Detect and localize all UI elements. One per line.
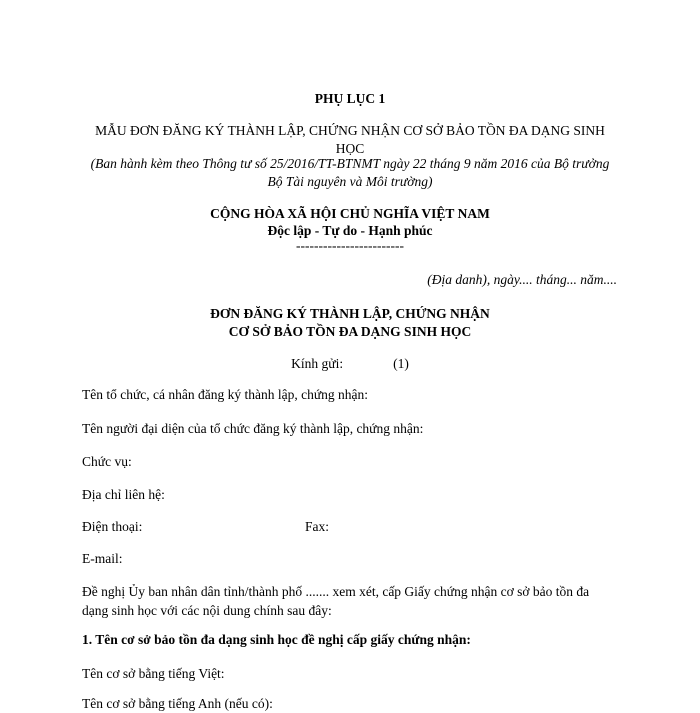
field-email: E-mail:: [82, 551, 123, 566]
field-english-name: Tên cơ sở bằng tiếng Anh (nếu có):: [82, 696, 273, 711]
section1-title: 1. Tên cơ sở bảo tồn đa dạng sinh học đề nghị cấp giấy chứng nhận:: [82, 632, 471, 647]
field-org-name: Tên tổ chức, cá nhân đăng ký thành lập, chứng nhận:: [82, 387, 369, 402]
recipient-line: [80, 355, 620, 373]
issuance-note-line1: (Ban hành kèm theo Thông tư số 25/2016/TT-BTNMT ngày 22 tháng 9 năm 2016 của Bộ trưởng: [90, 156, 610, 171]
national-title: CỘNG HÒA XÃ HỘI CHỦ NGHĨA VIỆT NAM: [210, 206, 490, 221]
recipient-label: Kính gửi:: [291, 356, 344, 371]
request-paragraph: [82, 582, 622, 620]
header-divider: ------------------------: [296, 238, 404, 253]
field-representative: Tên người đại diện của tổ chức đăng ký thành lập, chứng nhận:: [82, 421, 424, 436]
request-line1: Đề nghị Ủy ban nhân dân tỉnh/thành phố ....... xem xét, cấp Giấy chứng nhận cơ sở bảo tồn đa: [82, 584, 590, 599]
field-address: Địa chỉ liên hệ:: [82, 487, 165, 502]
application-title-line1: ĐƠN ĐĂNG KÝ THÀNH LẬP, CHỨNG NHẬN: [210, 306, 490, 321]
request-line2: dạng sinh học với các nội dung chính sau đây:: [82, 603, 332, 618]
place-date-line: (Địa danh), ngày.... tháng... năm....: [427, 272, 617, 287]
form-template-title-line2: HỌC: [335, 141, 365, 156]
recipient-ref: (1): [393, 356, 409, 371]
field-phone: Điện thoại:: [82, 519, 143, 534]
appendix-title: PHỤ LỤC 1: [314, 91, 386, 106]
national-motto: Độc lập - Tự do - Hạnh phúc: [267, 223, 433, 238]
issuance-note-line2: Bộ Tài nguyên và Môi trường): [267, 174, 433, 189]
issuance-note: [80, 155, 620, 191]
field-fax: Fax:: [305, 519, 330, 534]
form-template-title: [80, 122, 620, 158]
application-title-line2: CƠ SỞ BẢO TỒN ĐA DẠNG SINH HỌC: [228, 324, 472, 339]
application-title: [80, 305, 620, 341]
form-template-title-line1: MẪU ĐƠN ĐĂNG KÝ THÀNH LẬP, CHỨNG NHẬN CƠ SỞ BẢO TỒN ĐA DẠNG SINH: [95, 123, 605, 138]
field-position: Chức vụ:: [82, 454, 132, 469]
field-vietnamese-name: Tên cơ sở bằng tiếng Việt:: [82, 666, 225, 681]
